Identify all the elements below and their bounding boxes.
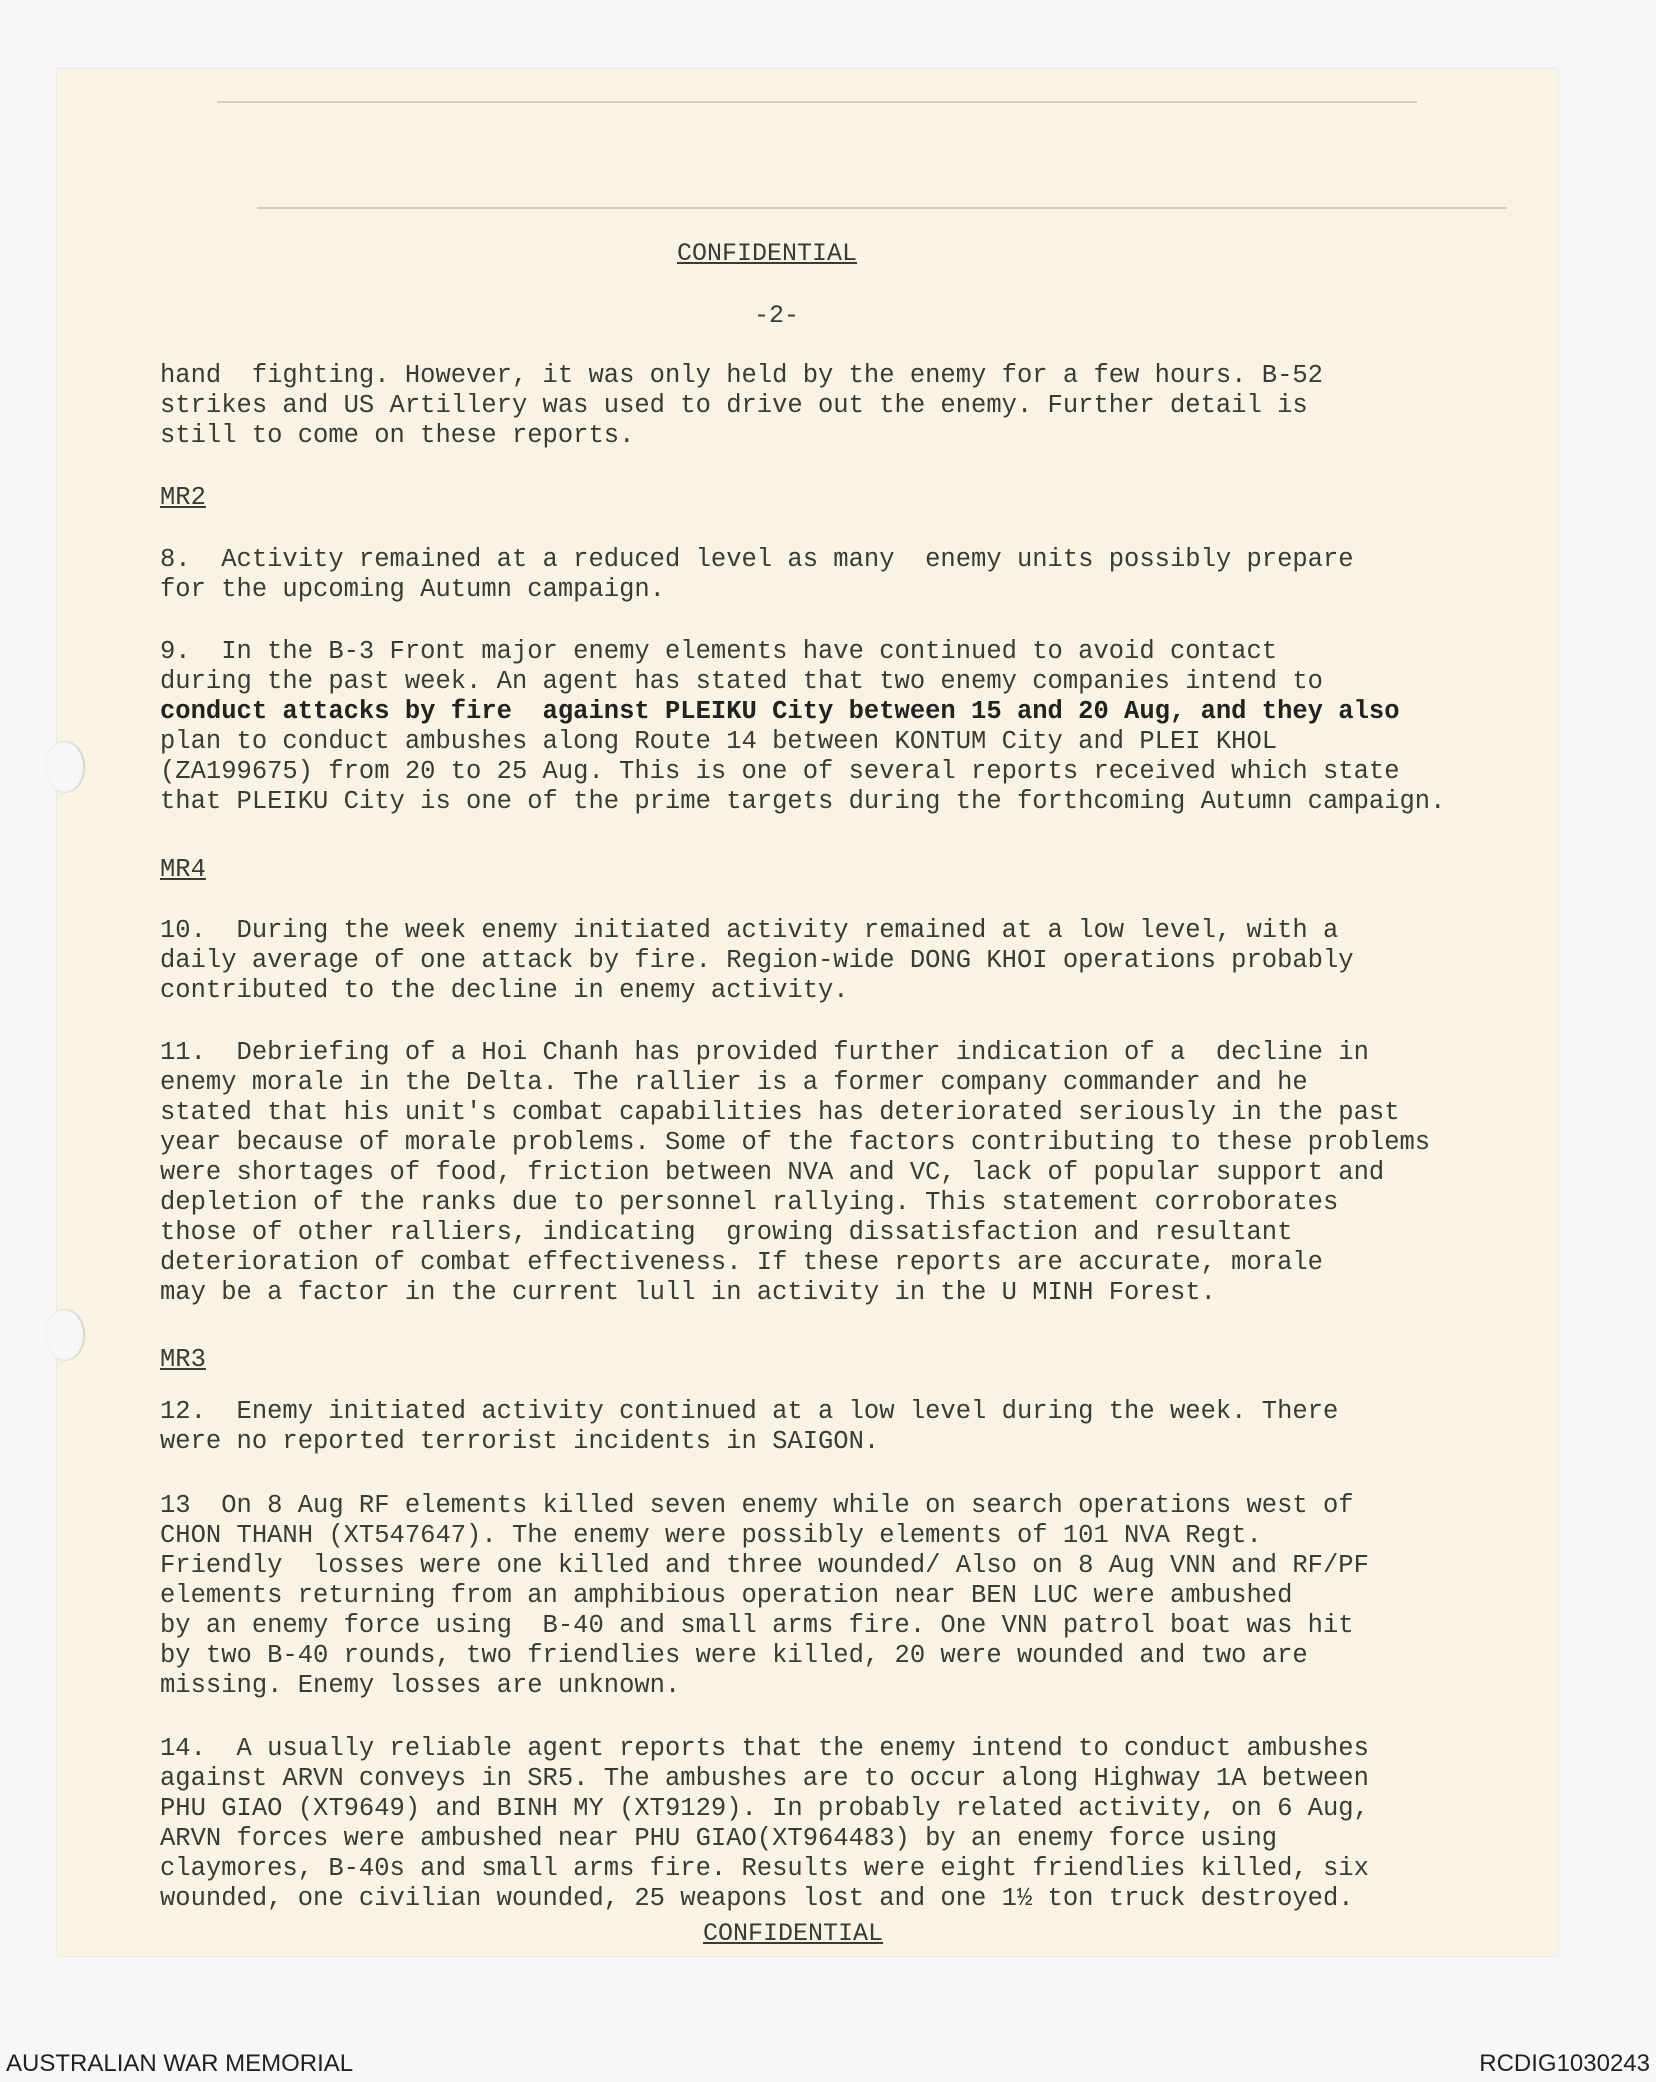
text-line: by an enemy force using B-40 and small arms fire. One VNN patrol boat was hit [160, 1611, 1354, 1640]
text-line: hand fighting. However, it was only held by the enemy for a few hours. B-52 [160, 361, 1323, 390]
archive-name: AUSTRALIAN WAR MEMORIAL [6, 2050, 354, 2077]
paragraph-11 [160, 1038, 1430, 1308]
text-line: enemy morale in the Delta. The rallier is a former company commander and he [160, 1068, 1308, 1097]
section-heading-mr3: MR3 [160, 1345, 206, 1374]
paragraph-7-continued [160, 361, 1323, 451]
paragraph-9 [160, 637, 1445, 817]
text-line: contributed to the decline in enemy activity. [160, 976, 849, 1005]
text-line: 10. During the week enemy initiated activity remained at a low level, with a [160, 916, 1339, 945]
footer-classification: CONFIDENTIAL [703, 1919, 884, 1948]
text-line: daily average of one attack by fire. Region-wide DONG KHOI operations probably [160, 946, 1354, 975]
text-line: wounded, one civilian wounded, 25 weapons lost and one 1½ ton truck destroyed. [160, 1884, 1354, 1913]
text-line: 9. In the B-3 Front major enemy elements have continued to avoid contact [160, 637, 1278, 666]
carbon-smudge [217, 101, 1417, 103]
text-line: may be a factor in the current lull in activity in the U MINH Forest. [160, 1278, 1216, 1307]
text-line: that PLEIKU City is one of the prime targets during the forthcoming Autumn campaign. [160, 787, 1446, 816]
text-line: depletion of the ranks due to personnel rallying. This statement corroborates [160, 1188, 1339, 1217]
text-line: strikes and US Artillery was used to drive out the enemy. Further detail is [160, 391, 1308, 420]
text-line: PHU GIAO (XT9649) and BINH MY (XT9129). In probably related activity, on 6 Aug, [160, 1794, 1369, 1823]
carbon-smudge [257, 207, 1507, 209]
text-line: those of other ralliers, indicating growing dissatisfaction and resultant [160, 1218, 1293, 1247]
text-line: were no reported terrorist incidents in SAIGON. [160, 1427, 880, 1456]
paragraph-14 [160, 1734, 1369, 1914]
section-heading-mr2: MR2 [160, 483, 206, 512]
text-line: against ARVN conveys in SR5. The ambushes are to occur along Highway 1A between [160, 1764, 1369, 1793]
text-line: 12. Enemy initiated activity continued at a low level during the week. There [160, 1397, 1339, 1426]
paragraph-12 [160, 1397, 1338, 1457]
document-page [57, 69, 1558, 1956]
text-line: during the past week. An agent has stated that two enemy companies intend to [160, 667, 1323, 696]
text-line: CHON THANH (XT547647). The enemy were possibly elements of 101 NVA Regt. [160, 1521, 1262, 1550]
text-line: conduct attacks by fire against PLEIKU City between 15 and 20 Aug, and they also [160, 697, 1400, 726]
text-line: 13 On 8 Aug RF elements killed seven enemy while on search operations west of [160, 1491, 1354, 1520]
text-line: 14. A usually reliable agent reports that the enemy intend to conduct ambushes [160, 1734, 1369, 1763]
text-line: by two B-40 rounds, two friendlies were killed, 20 were wounded and two are [160, 1641, 1308, 1670]
page-number: -2- [754, 301, 800, 330]
text-line: missing. Enemy losses are unknown. [160, 1671, 681, 1700]
text-line: (ZA199675) from 20 to 25 Aug. This is one of several reports received which state [160, 757, 1400, 786]
text-line: still to come on these reports. [160, 421, 635, 450]
text-line: deterioration of combat effectiveness. If these reports are accurate, morale [160, 1248, 1323, 1277]
archive-id: RCDIG1030243 [1479, 2050, 1650, 2077]
text-line: elements returning from an amphibious operation near BEN LUC were ambushed [160, 1581, 1293, 1610]
text-line: were shortages of food, friction between NVA and VC, lack of popular support and [160, 1158, 1385, 1187]
text-line: for the upcoming Autumn campaign. [160, 575, 665, 604]
punch-hole [45, 1309, 85, 1361]
text-line: claymores, B-40s and small arms fire. Results were eight friendlies killed, six [160, 1854, 1369, 1883]
text-line: 8. Activity remained at a reduced level as many enemy units possibly prepare [160, 545, 1354, 574]
text-line: 11. Debriefing of a Hoi Chanh has provided further indication of a decline in [160, 1038, 1369, 1067]
text-line: Friendly losses were one killed and three wounded/ Also on 8 Aug VNN and RF/PF [160, 1551, 1369, 1580]
header-classification: CONFIDENTIAL [677, 239, 858, 268]
paragraph-8 [160, 545, 1354, 605]
punch-hole [45, 741, 85, 793]
text-line: year because of morale problems. Some of the factors contributing to these problems [160, 1128, 1431, 1157]
paragraph-10 [160, 916, 1354, 1006]
text-line: stated that his unit's combat capabilities has deteriorated seriously in the past [160, 1098, 1400, 1127]
section-heading-mr4: MR4 [160, 855, 206, 884]
paragraph-13 [160, 1491, 1369, 1701]
text-line: plan to conduct ambushes along Route 14 between KONTUM City and PLEI KHOL [160, 727, 1278, 756]
text-line: ARVN forces were ambushed near PHU GIAO(XT964483) by an enemy force using [160, 1824, 1278, 1853]
